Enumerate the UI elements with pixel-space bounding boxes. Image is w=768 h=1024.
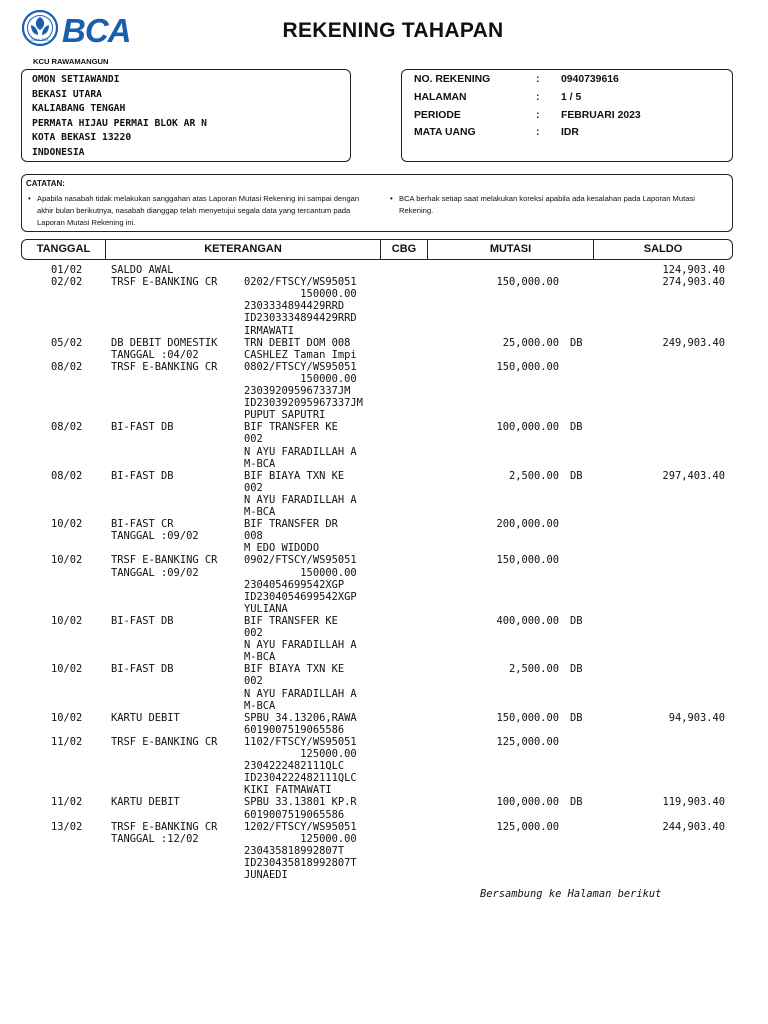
field-colon: : <box>536 74 540 85</box>
transaction-date: 10/02 <box>51 614 83 627</box>
transaction-amount: 100,000.00 <box>496 796 559 809</box>
field-colon: : <box>536 127 540 138</box>
debit-flag: DB <box>570 336 583 349</box>
address-line: OMON SETIAWANDI <box>32 74 120 85</box>
transaction-date: 05/02 <box>51 336 83 349</box>
transaction-amount: 150,000.00 <box>496 554 559 567</box>
transaction-detail: N AYU FARADILLAH A <box>244 687 357 700</box>
transaction-amount: 25,000.00 <box>502 336 559 349</box>
transaction-amount: 125,000.00 <box>496 735 559 748</box>
transaction-detail: 0902/FTSCY/WS95051 <box>244 554 357 567</box>
transaction-detail: BIF BIAYA TXN KE <box>244 469 345 482</box>
transaction-detail: 1102/FTSCY/WS95051 <box>244 735 357 748</box>
transaction-detail: 1202/FTSCY/WS95051 <box>244 820 357 833</box>
transaction-detail: ID2304222482111QLC <box>244 772 357 785</box>
transaction-detail: KIKI FATMAWATI <box>244 784 332 797</box>
column-header-mutation: MUTASI <box>489 243 532 255</box>
document-title: REKENING TAHAPAN <box>282 19 504 42</box>
transaction-amount: 150,000.00 <box>496 360 559 373</box>
transaction-description: TANGGAL :12/02 <box>111 832 199 845</box>
transaction-detail: 2303334894429RRD <box>244 300 345 313</box>
note-text: Apabila nasabah tidak melakukan sanggahan atas Laporan Mutasi Rekening ini sampai dengan akhir bulan berikutnya, nasabah dianggap telah menyetujui segala data yang tercantum pada Laporan Mutasi Rekening ini. <box>37 194 360 228</box>
transaction-detail: BIF TRANSFER KE <box>244 421 338 434</box>
transaction-detail: N AYU FARADILLAH A <box>244 493 357 506</box>
transaction-detail: TRN DEBIT DOM 008 <box>244 336 351 349</box>
transaction-description: SALDO AWAL <box>111 264 174 276</box>
field-colon: : <box>536 92 540 103</box>
transaction-detail: 002 <box>244 675 263 688</box>
address-line: INDONESIA <box>32 146 85 158</box>
address-line: KOTA BEKASI 13220 <box>32 132 132 144</box>
transaction-detail: 0202/FTSCY/WS95051 <box>244 276 357 289</box>
transaction-description: TANGGAL :04/02 <box>111 348 199 361</box>
field-colon: : <box>536 110 540 121</box>
transaction-detail: M-BCA <box>244 651 276 664</box>
transaction-date: 11/02 <box>51 735 83 748</box>
transaction-balance: 249,903.40 <box>662 336 725 349</box>
transaction-detail: SPBU 34.13206,RAWA <box>244 711 357 724</box>
transaction-detail: 125000.00 <box>244 832 357 845</box>
transaction-detail: 150000.00 <box>244 566 357 579</box>
transaction-date: 10/02 <box>51 518 83 531</box>
transaction-detail: M-BCA <box>244 457 276 470</box>
transaction-detail: SPBU 33.13801 KP.R <box>244 796 357 809</box>
transaction-amount: 200,000.00 <box>496 518 559 531</box>
transaction-amount: 100,000.00 <box>496 421 559 434</box>
transaction-amount: 150,000.00 <box>496 276 559 289</box>
transaction-detail: M EDO WIDODO <box>244 542 320 555</box>
transaction-date: 13/02 <box>51 820 83 833</box>
transaction-detail: 125000.00 <box>244 748 357 760</box>
field-label: PERIODE <box>414 110 461 121</box>
transaction-description: TRSF E-BANKING CR <box>111 820 218 833</box>
transaction-description: KARTU DEBIT <box>111 796 180 809</box>
address-line: KALIABANG TENGAH <box>32 103 126 115</box>
debit-flag: DB <box>570 796 583 809</box>
transaction-balance: 119,903.40 <box>662 796 725 809</box>
branch-name: KCU RAWAMANGUN <box>33 57 109 66</box>
transaction-detail: ID230392095967337JM <box>244 397 363 410</box>
debit-flag: DB <box>570 663 583 676</box>
field-label: MATA UANG <box>414 127 476 138</box>
transaction-description: TRSF E-BANKING CR <box>111 276 218 289</box>
bullet-icon: • <box>390 194 393 203</box>
note-text: BCA berhak setiap saat melakukan koreksi apabila ada kesalahan pada Laporan Mutasi Rekening. <box>399 194 695 216</box>
transaction-balance: 244,903.40 <box>662 820 725 833</box>
transaction-amount: 150,000.00 <box>496 711 559 724</box>
transaction-date: 10/02 <box>51 554 83 567</box>
transaction-detail: 6019007519065586 <box>244 808 345 821</box>
transaction-detail: BIF BIAYA TXN KE <box>244 663 345 676</box>
field-value: 0940739616 <box>561 74 619 85</box>
transaction-description: TRSF E-BANKING CR <box>111 735 218 748</box>
transaction-description: TANGGAL :09/02 <box>111 566 199 579</box>
transaction-date: 08/02 <box>51 421 83 434</box>
address-line: BEKASI UTARA <box>32 88 102 100</box>
transaction-detail: ID230435818992807T <box>244 856 357 869</box>
note-item <box>390 193 729 217</box>
transaction-balance: 297,403.40 <box>662 469 725 482</box>
transaction-detail: M-BCA <box>244 699 276 712</box>
bullet-icon: • <box>28 194 31 203</box>
transaction-detail: 230435818992807T <box>244 844 345 857</box>
transaction-description: BI-FAST DB <box>111 469 174 482</box>
transaction-amount: 2,500.00 <box>508 469 559 482</box>
debit-flag: DB <box>570 469 583 482</box>
transaction-detail: N AYU FARADILLAH A <box>244 445 357 458</box>
field-value: 1 / 5 <box>561 92 582 103</box>
address-line: PERMATA HIJAU PERMAI BLOK AR N <box>32 117 207 129</box>
transaction-date: 08/02 <box>51 469 83 482</box>
notes-title: CATATAN: <box>26 179 65 188</box>
notes-box <box>21 174 733 232</box>
column-header-balance: SALDO <box>643 243 683 255</box>
transaction-detail: 002 <box>244 627 263 639</box>
transaction-amount: 400,000.00 <box>496 614 559 627</box>
transaction-date: 10/02 <box>51 663 83 676</box>
transaction-detail: N AYU FARADILLAH A <box>244 639 357 652</box>
transaction-description: BI-FAST DB <box>111 421 174 434</box>
transaction-detail: CASHLEZ Taman Impi <box>244 348 357 361</box>
column-header-date: TANGGAL <box>36 243 91 255</box>
debit-flag: DB <box>570 614 583 627</box>
transaction-detail: IRMAWATI <box>244 324 295 337</box>
transaction-date: 11/02 <box>51 796 83 809</box>
transaction-amount: 2,500.00 <box>508 663 559 676</box>
column-header-description: KETERANGAN <box>204 243 282 255</box>
field-label: HALAMAN <box>414 92 467 103</box>
transaction-amount: 125,000.00 <box>496 820 559 833</box>
transaction-detail: 008 <box>244 530 263 543</box>
transaction-detail: 0802/FTSCY/WS95051 <box>244 360 357 373</box>
transaction-detail: BIF TRANSFER KE <box>244 614 338 627</box>
debit-flag: DB <box>570 711 583 724</box>
field-label: NO. REKENING <box>414 74 491 85</box>
transaction-detail: 2304222482111QLC <box>244 760 345 773</box>
transaction-description: TRSF E-BANKING CR <box>111 554 218 567</box>
transaction-detail: 002 <box>244 433 263 446</box>
transaction-balance: 94,903.40 <box>668 711 725 724</box>
transaction-description: KARTU DEBIT <box>111 711 180 724</box>
transaction-detail: 002 <box>244 481 263 494</box>
transaction-description: BI-FAST CR <box>111 518 174 531</box>
transaction-date: 10/02 <box>51 711 83 724</box>
transaction-detail: 2304054699542XGP <box>244 578 345 591</box>
transaction-balance: 124,903.40 <box>662 264 725 276</box>
transaction-description: BI-FAST DB <box>111 663 174 676</box>
note-item <box>28 193 367 229</box>
transaction-date: 01/02 <box>51 264 83 276</box>
transaction-description: TANGGAL :09/02 <box>111 530 199 543</box>
debit-flag: DB <box>570 421 583 434</box>
transaction-detail: PUPUT SAPUTRI <box>244 409 326 422</box>
transaction-detail: ID2304054699542XGP <box>244 590 357 603</box>
transaction-balance: 274,903.40 <box>662 276 725 289</box>
transaction-description: DB DEBIT DOMESTIK <box>111 336 218 349</box>
account-info-box <box>401 69 733 162</box>
field-value: FEBRUARI 2023 <box>561 110 641 121</box>
transaction-detail: 150000.00 <box>244 372 357 385</box>
transaction-description: TRSF E-BANKING CR <box>111 360 218 373</box>
field-value: IDR <box>561 127 579 138</box>
customer-address-box <box>21 69 351 162</box>
logo-tagline: BANK BCA <box>31 38 49 42</box>
transaction-detail: M-BCA <box>244 506 276 518</box>
column-header-branch: CBG <box>391 243 417 255</box>
continued-note: Bersambung ke Halaman berikut <box>480 888 662 900</box>
transaction-detail: ID2303334894429RRD <box>244 312 357 325</box>
transaction-date: 02/02 <box>51 276 83 289</box>
transaction-detail: 230392095967337JM <box>244 385 351 397</box>
transaction-detail: 150000.00 <box>244 288 357 301</box>
table-header <box>21 239 733 260</box>
transaction-date: 08/02 <box>51 360 83 373</box>
transaction-detail: YULIANA <box>244 602 288 615</box>
transaction-detail: BIF TRANSFER DR <box>244 518 338 531</box>
logo-wordmark: BCA <box>62 12 131 49</box>
transaction-detail: 6019007519065586 <box>244 723 345 736</box>
transaction-detail: JUNAEDI <box>244 869 288 881</box>
transaction-description: BI-FAST DB <box>111 614 174 627</box>
